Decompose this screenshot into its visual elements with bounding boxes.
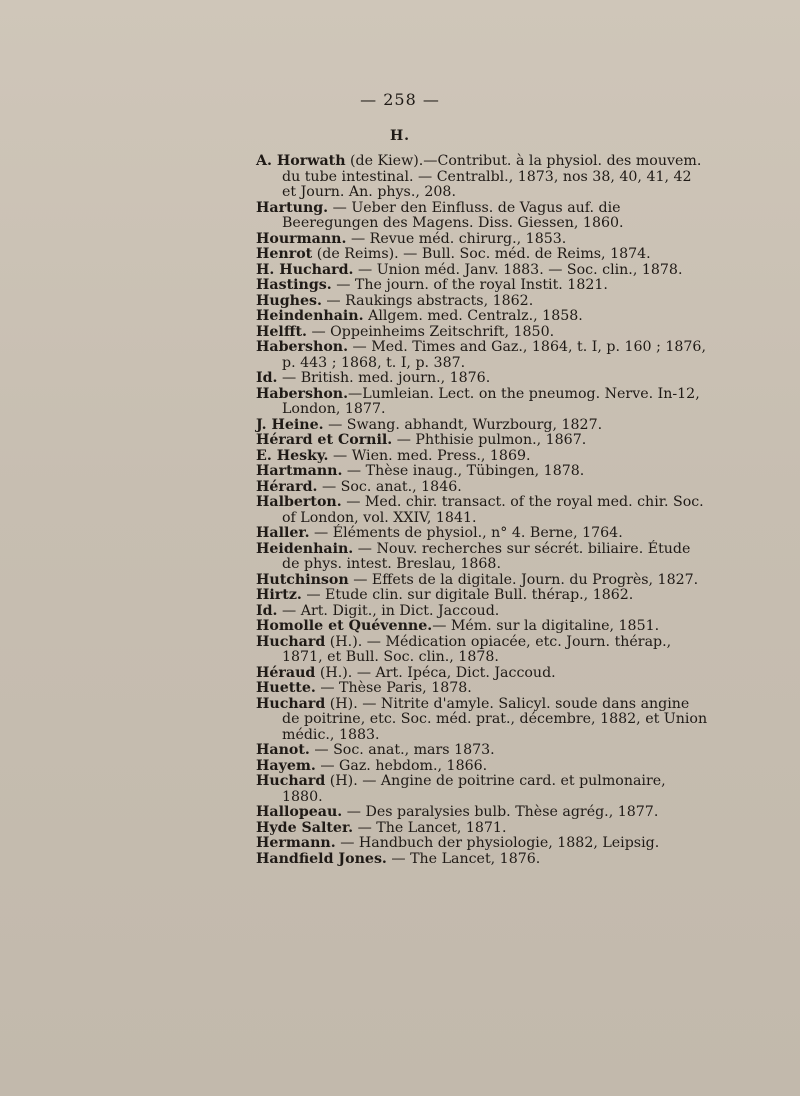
entry-author: Halberton. [256,494,342,510]
bibliography-entry [256,247,708,263]
entry-author: Hérard et Cornil. [256,432,393,448]
entry-author: Hastings. [256,277,332,293]
entry-author: Homolle et Quévenne. [256,618,433,634]
entry-reference: — Thèse Paris, 1878. [315,680,472,696]
entry-author: Hayem. [256,757,316,774]
section-heading: H. [389,128,411,144]
entry-author: Huchard [256,633,326,650]
entry-reference: — Nouv. recherches sur sécrét. biliaire. Étude de phys. intest. Breslau, 1868. [282,540,691,572]
entry-reference: — Phthisie pulmon., 1867. [392,432,587,448]
entry-reference: — Med. chir. transact. of the royal med. chir. Soc. of London, vol. XXIV, 1841. [282,494,704,526]
entry-author: Habershon. [256,339,349,355]
entry-reference: — Wien. med. Press., 1869. [328,447,531,464]
bibliography-entry [256,418,708,434]
entry-author: Hughes. [256,292,322,309]
bibliography-entry [256,232,708,248]
entry-author: Huchard [256,695,326,712]
bibliography-entry [256,495,708,526]
entry-reference: (H.). — Art. Ipéca, Dict. Jaccoud. [315,664,556,681]
bibliography-entry [256,309,708,325]
bibliography-entry [256,480,708,496]
bibliography-entry [256,325,708,341]
entry-reference: —Lumleian. Lect. on the pneumog. Nerve. In-12, London, 1877. [282,385,700,417]
entry-author: Heidenhain. [256,540,354,557]
bibliography-entry [256,449,708,465]
page-number: — 258 — [360,90,440,109]
entry-reference: (de Reims). — Bull. Soc. méd. de Reims, 1874. [312,246,651,262]
bibliography-list [256,154,708,867]
bibliography-entry [256,371,708,387]
entry-reference: — Éléments de physiol., n° 4. Berne, 1764. [309,525,623,541]
entry-reference: (de Kiew).—Contribut. à la physiol. des mouvem. du tube intestinal. — Centralbl., 1873, nos 38, 40, 41, 42 et Journ. An. phys., 208. [282,153,702,200]
entry-author: Hourmann. [256,230,347,247]
bibliography-entry [256,743,708,759]
entry-author: Hyde Salter. [256,819,354,836]
entry-reference: — Art. Digit., in Dict. Jaccoud. [277,602,500,619]
entry-author: Hutchinson [256,571,349,588]
entry-author: J. Heine. [256,416,324,433]
bibliography-entry [256,154,708,201]
entry-reference: — The Lancet, 1871. [353,819,507,836]
entry-reference: — Raukings abstracts, 1862. [321,292,534,309]
entry-reference: (H). — Angine de poitrine card. et pulmonaire, 1880. [282,773,666,805]
entry-reference: — British. med. journ., 1876. [277,370,491,386]
entry-reference: — Ueber den Einfluss. de Vagus auf. die Beeregungen des Magens. Diss. Giessen, 1860. [282,199,624,231]
bibliography-entry [256,619,708,635]
bibliography-entry [256,588,708,604]
entry-author: Helfft. [256,323,307,340]
bibliography-entry [256,573,708,589]
bibliography-entry [256,821,708,837]
entry-author: Hérard. [256,478,318,495]
bibliography-entry [256,542,708,573]
entry-reference: (H). — Nitrite d'amyle. Salicyl. soude dans angine de poitrine, etc. Soc. méd. prat., décembre, 1882, et Union médic., 1883. [282,695,708,743]
entry-reference: — Soc. anat., 1846. [317,478,462,495]
entry-author: Id. [256,602,278,619]
bibliography-entry [256,340,708,371]
bibliography-entry [256,526,708,542]
entry-reference: — Effets de la digitale. Journ. du Progrès, 1827. [348,571,699,588]
entry-reference: — Des paralysies bulb. Thèse agrég., 1877. [342,804,659,820]
bibliography-entry [256,635,708,666]
entry-reference: — The journ. of the royal Instit. 1821. [331,277,608,293]
bibliography-entry [256,201,708,232]
entry-reference: — Gaz. hebdom., 1866. [315,757,488,774]
entry-author: Hallopeau. [256,804,343,820]
entry-author: Handfield Jones. [256,850,387,867]
entry-reference: — Thèse inaug., Tübingen, 1878. [342,463,585,479]
bibliography-entry [256,464,708,480]
entry-reference: — Soc. anat., mars 1873. [309,742,495,758]
bibliography-entry [256,604,708,620]
entry-reference: — Mém. sur la digitaline, 1851. [432,618,660,634]
entry-author: Henrot [256,246,313,262]
entry-author: Huette. [256,680,316,696]
entry-author: Habershon. [256,385,349,402]
entry-reference: — Revue méd. chirurg., 1853. [346,230,567,247]
entry-reference: — Med. Times and Gaz., 1864, t. I, p. 160 ; 1876, p. 443 ; 1868, t. I, p. 387. [282,339,706,371]
bibliography-entry [256,263,708,279]
entry-reference: — Handbuch der physiologie, 1882, Leipsig. [335,835,660,851]
bibliography-entry [256,278,708,294]
entry-reference: — Swang. abhandt, Wurzbourg, 1827. [323,416,603,433]
entry-reference: Allgem. med. Centralz., 1858. [363,308,583,324]
entry-author: Id. [256,370,278,386]
entry-author: Heindenhain. [256,308,364,324]
bibliography-entry [256,294,708,310]
bibliography-entry [256,681,708,697]
entry-author: Hermann. [256,835,336,851]
bibliography-entry [256,666,708,682]
bibliography-entry [256,852,708,868]
entry-reference: — The Lancet, 1876. [386,850,541,867]
entry-author: Hartmann. [256,463,343,479]
entry-reference: — Union méd. Janv. 1883. — Soc. clin., 1878. [353,261,683,278]
entry-author: H. Huchard. [256,261,354,278]
entry-author: Hanot. [256,742,310,758]
bibliography-entry [256,836,708,852]
entry-reference: — Etude clin. sur digitale Bull. thérap., 1862. [301,587,634,603]
bibliography-entry [256,759,708,775]
bibliography-entry [256,805,708,821]
bibliography-entry [256,774,708,805]
bibliography-entry [256,697,708,744]
bibliography-entry [256,387,708,418]
entry-author: Huchard [256,773,326,789]
bibliography-entry [256,433,708,449]
entry-reference: (H.). — Médication opiacée, etc. Journ. thérap., 1871, et Bull. Soc. clin., 1878. [282,633,672,665]
entry-author: Hartung. [256,199,329,216]
entry-reference: — Oppeinheims Zeitschrift, 1850. [306,323,555,340]
entry-author: Héraud [256,664,316,681]
entry-author: E. Hesky. [256,447,329,464]
entry-author: Haller. [256,525,310,541]
entry-author: Hirtz. [256,587,302,603]
entry-author: A. Horwath [256,153,346,169]
